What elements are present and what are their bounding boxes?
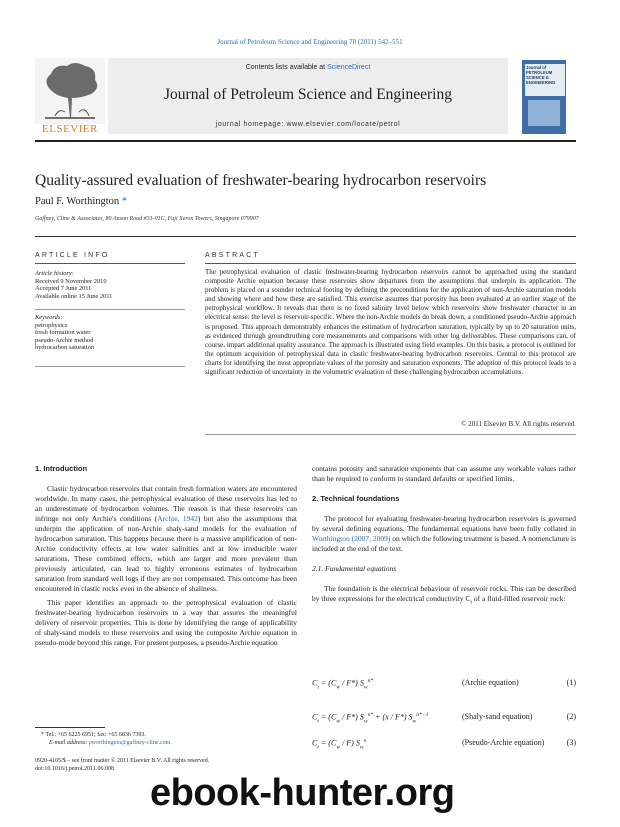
journal-title: Journal of Petroleum Science and Engineering: [164, 86, 452, 103]
equation-3-label: (Pseudo-Archie equation): [462, 738, 545, 747]
worthington-citation-link[interactable]: Worthington (2007, 2009): [312, 534, 391, 543]
tech-text-b: on which the following treatment is based. A nomenclature is included at the end of the text.: [312, 534, 576, 553]
footnote-contact-line: [35, 731, 295, 739]
doi-line[interactable]: doi:10.1016/j.petrol.2011.06.008: [35, 766, 114, 772]
abstract-bottom-rule: [205, 434, 576, 435]
history-item: Accepted 7 June 2011: [35, 285, 92, 293]
footnote-email-line: [35, 739, 295, 747]
equation-1: [312, 678, 576, 694]
keyword: fresh formation water: [35, 329, 91, 337]
keyword: hydrocarbon saturation: [35, 344, 95, 352]
keywords: [35, 314, 185, 352]
elsevier-logo: [35, 58, 105, 136]
equation-1-formula: $C_t = (C_w / F*)$ $S_w^{n*}$: [312, 678, 374, 691]
footnote: [35, 731, 295, 747]
footnote-rule: [35, 727, 105, 728]
tech-paragraph-1: [312, 514, 576, 554]
contents-line: [108, 64, 508, 71]
keywords-label: Keywords:: [35, 314, 63, 321]
journal-homepage[interactable]: journal homepage: www.elsevier.com/locate/petrol: [215, 121, 401, 128]
publisher-name: ELSEVIER: [42, 123, 98, 135]
header-rule: [35, 140, 576, 142]
keyword: pseudo-Archie method: [35, 336, 94, 344]
equation-2-formula: $C_t = (C_w / F*) S_w^{n*} + (x / F*)$ $S_w^{n*-1}$: [312, 712, 429, 725]
footnote-contact: Tel.: +65 6225 6951; fax: +65 6836 7393.: [45, 732, 146, 738]
equation-3-number: (3): [566, 738, 576, 747]
cover-line-4: ENGINEERING: [526, 80, 556, 85]
article-info-heading: ARTICLE INFO: [35, 252, 110, 259]
keywords-rule: [35, 309, 185, 310]
intro-text-a: Clastic hydrocarbon reservoirs that contain fresh formation waters are encountered worldwide. In many cases, the petrophysical evaluation of these reservoirs has led to an underestimate of hydrocarbon volumes. The reason is that these reservoirs can infringe not only Archie's conditions (: [35, 484, 297, 523]
author-name: Paul F. Worthington: [35, 196, 120, 207]
history-item: Available online 15 June 2011: [35, 292, 113, 300]
issn-line: 0920-4105/$ – see front matter © 2011 Elsevier B.V. All rights reserved.: [35, 758, 210, 764]
equation-2-number: (2): [566, 712, 576, 721]
left-body-column: [35, 464, 297, 648]
affiliation: Gaffney, Cline & Associates, 80 Anson Road #31-01C, Fuji Xerox Towers, Singapore 079907: [35, 216, 259, 222]
article-history: [35, 270, 185, 300]
watermark: ebook-hunter.org: [150, 772, 455, 814]
abstract-rule: [205, 263, 576, 264]
abstract-text: The petrophysical evaluation of clastic freshwater-bearing hydrocarbon reservoirs cannot be approached using the standard composite Archie equation because these reservoirs show departures from the assumptions that underpin its application. The problem is placed on a sounder technical footing by defining the preconditions for the application of non-Archie saturation models and showing where and how these are satisfied. This exercise assumes that porosity has been evaluated at an earlier stage of the petrophysical workflow. It reveals that there is no fixed salinity level below which reservoirs show freshwater character in an electrical sense: the level is reservoir-specific. Where the non-Archie models do break down, a conditioned pseudo-Archie approach is proposed. This approach demonstrably enhances the estimation of hydrocarbon saturation, typically by up to 20 saturation units, as evidenced through groundtruthing core measurements and comparisons with other log deliverables. These comparisons can, of course, impart additional quality assurance. The approach is illustrated using field examples. On this basis, a protocol is outlined for the optimum acquisition of petrophysical data in clastic freshwater-bearing hydrocarbon reservoirs. Central to this protocol are charts for identifying the most appropriate values of the porosity and saturation exponents. The adoption of this protocol leads to a significant reduction of uncertainty in the volumetric evaluation of these challenging hydrocarbon accumulations.: [205, 268, 576, 377]
subsection-text-end: of a fluid-filled reservoir rock:: [471, 594, 566, 603]
tech-heading: 2. Technical foundations: [312, 494, 400, 503]
cover-line-1: Journal of: [526, 65, 547, 70]
equation-2: [312, 712, 576, 728]
cover-line-3: SCIENCE &: [526, 75, 549, 80]
cover-image: [528, 100, 560, 126]
author: [35, 196, 127, 207]
bottom-meta: [35, 757, 295, 773]
contents-prefix: Contents lists available at: [245, 64, 326, 71]
article-info-rule: [35, 263, 185, 264]
history-label: Article history:: [35, 270, 74, 277]
email-link[interactable]: pworthington@gaffney-cline.com.: [88, 740, 172, 746]
tech-text-a: The protocol for evaluating freshwater-bearing hydrocarbon reservoirs is governed by several defining equations. The fundamental equations have been fully collated in: [312, 514, 576, 533]
journal-citation[interactable]: Journal of Petroleum Science and Engineering 78 (2011) 542–551: [217, 38, 403, 46]
subsection-paragraph-1: [312, 584, 576, 608]
intro-text-b: ) but also the assumptions that underpin the application of non-Archie shaly-sand models for the evaluation of hydrocarbon saturation. This happens because there is a massive amplification of non-Archie conductivity effects at low water salinities and at low irreducible water saturations. These combined effects, which are larger and more prevalent than previously articulated, can lead to highly erroneous estimates of hydrocarbon saturation from standard well logs if they are not compensated. This outcome has been encountered in clastic rocks even in the absence of shaliness.: [35, 514, 298, 593]
abstract-heading: ABSTRACT: [205, 252, 260, 259]
keywords-bottom-rule: [35, 366, 185, 367]
subsection-subscript: t: [470, 599, 472, 606]
title-rule: [35, 236, 576, 237]
equation-1-number: (1): [566, 678, 576, 687]
equation-3-formula: $C_t = (C_w / F)$ $S_w^n$: [312, 738, 367, 751]
intro-paragraph-2: This paper identifies an approach to the petrophysical evaluation of clastic freshwater-bearing hydrocarbon reservoirs in a way that assures the meaningful delivery of reservoir properties. This is done by identifying the range of applicability of shaly-sand models to these reservoirs and using the composite Archie equation in pseudo-mode beyond this range. For present purposes, a pseudo-Archie equation: [35, 598, 297, 647]
history-item: Received 9 November 2010: [35, 277, 107, 285]
right-body-column: [312, 464, 576, 608]
author-footnote-mark[interactable]: *: [121, 196, 128, 207]
abstract-copyright: © 2011 Elsevier B.V. All rights reserved.: [461, 420, 576, 428]
paper-title: Quality-assured evaluation of freshwater-bearing hydrocarbon reservoirs: [35, 172, 487, 189]
intro-paragraph-1: [35, 484, 297, 594]
sciencedirect-link[interactable]: ScienceDirect: [327, 64, 371, 71]
right-paragraph-0: contains porosity and saturation exponents that can assume any workable values rather than be required to conform to standard defaults or specified limits.: [312, 464, 576, 483]
footnote-mark: *: [41, 732, 44, 738]
equation-3: [312, 738, 576, 754]
equation-1-label: (Archie equation): [462, 678, 519, 687]
intro-heading: 1. Introduction: [35, 464, 88, 473]
equation-2-label: (Shaly-sand equation): [462, 712, 533, 721]
subsection-text: The foundation is the electrical behaviour of reservoir rocks. This can be described by three expressions for the electrical conductivity C: [312, 584, 576, 603]
subsection-heading: 2.1. Fundamental equations: [312, 564, 397, 573]
journal-cover: [522, 60, 566, 134]
email-label: E-mail address:: [49, 740, 88, 746]
cover-line-2: PETROLEUM: [526, 70, 553, 75]
keyword: petrophysics: [35, 321, 68, 329]
archie-citation-link[interactable]: Archie, 1942: [157, 514, 198, 523]
